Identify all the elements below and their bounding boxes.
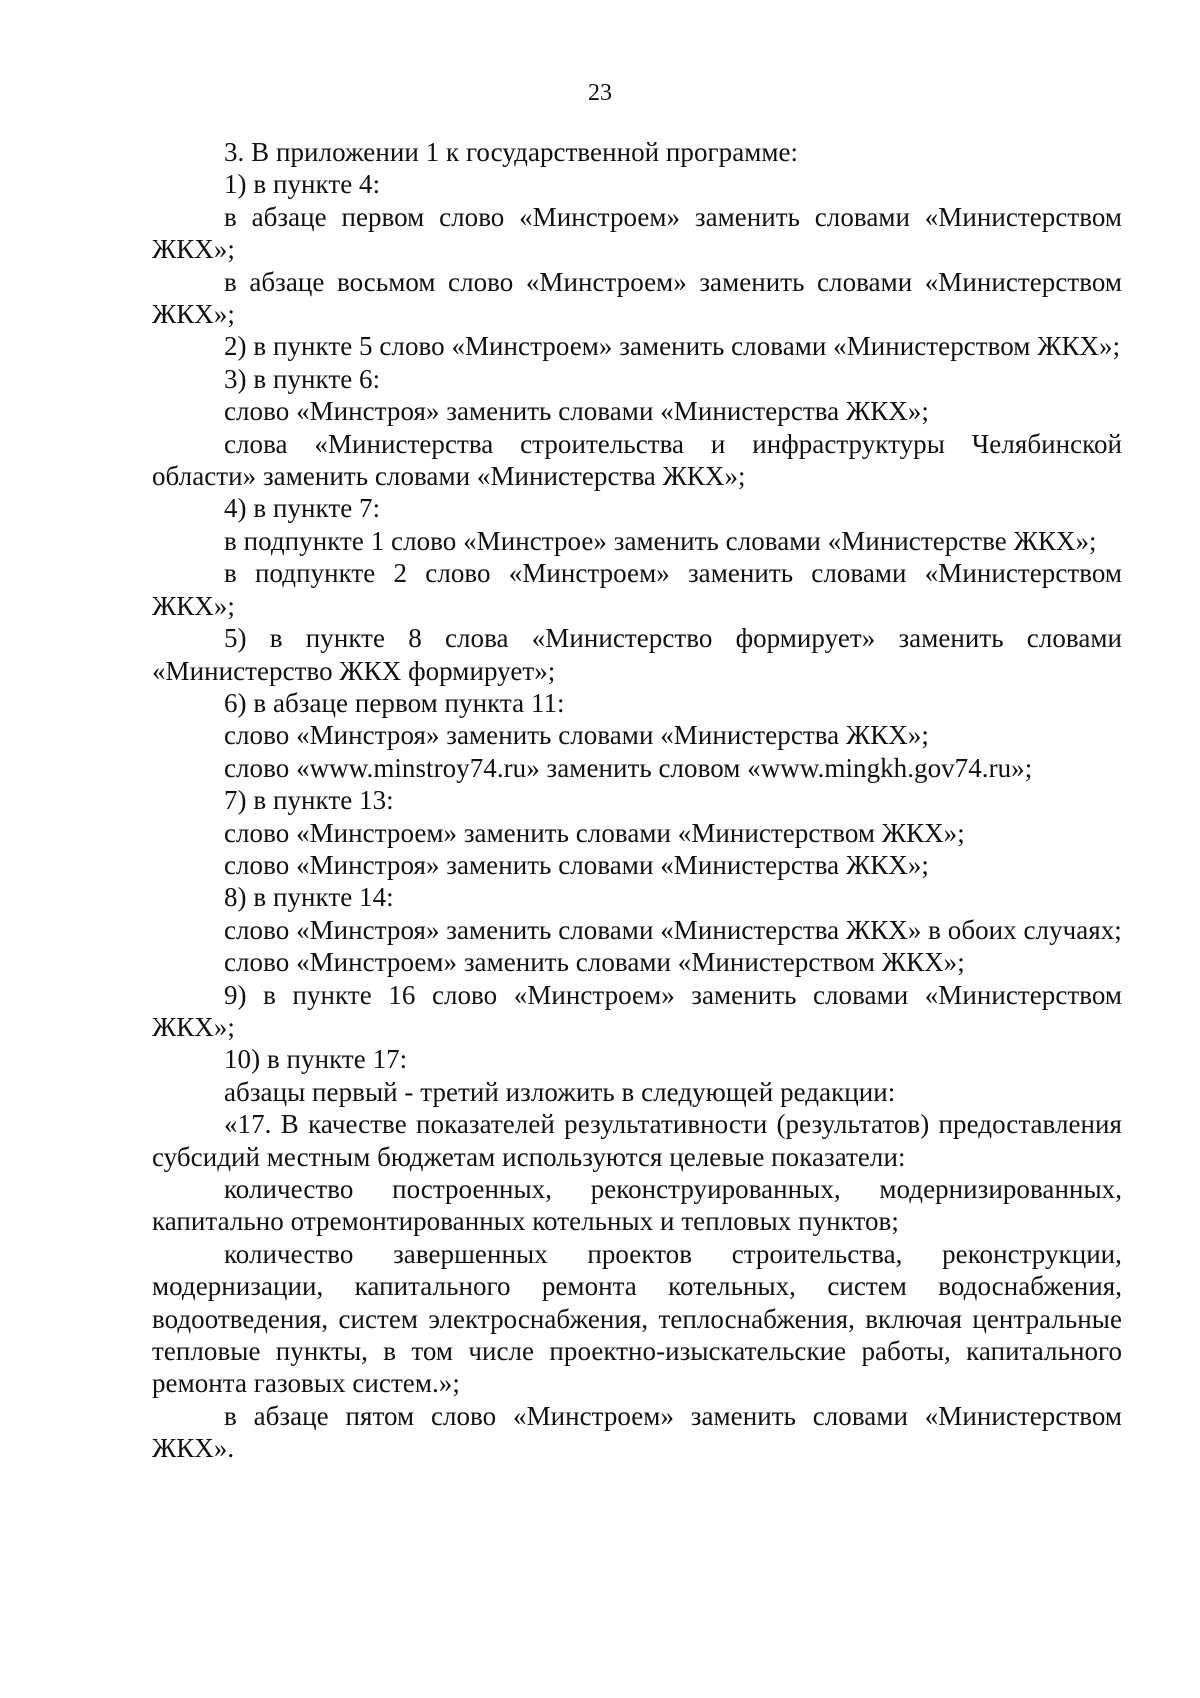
paragraph: слово «Минстроя» заменить словами «Министерства ЖКХ»; — [224, 849, 929, 880]
paragraph: слово «www.minstroy74.ru» заменить словом «www.mingkh.gov74.ru»; — [224, 752, 1033, 783]
paragraph: абзацы первый - третий изложить в следующей редакции: — [224, 1076, 896, 1107]
paragraph: 4) в пункте 7: — [224, 493, 381, 524]
paragraph: 8) в пункте 14: — [224, 882, 394, 913]
paragraph: 1) в пункте 4: — [224, 169, 381, 200]
paragraph: в абзаце пятом слово «Минстроем» заменить словами «Министерством ЖКХ». — [152, 1400, 1122, 1464]
paragraph: 10) в пункте 17: — [224, 1044, 408, 1075]
paragraph: 3. В приложении 1 к государственной программе: — [224, 137, 799, 167]
paragraph: количество завершенных проектов строительства, реконструкции, модернизации, капитального ремонта котельных, систем водоснабжения, водоотведения, систем электроснабжения, теплоснабжения, включая центральные тепловые пункты, в том числе проектно-изыскательские работы, капитального ремонта газовых систем.»; — [152, 1238, 1122, 1399]
paragraph: слово «Минстроя» заменить словами «Министерства ЖКХ» в обоих случаях; — [224, 914, 1122, 945]
paragraph: слово «Минстроем» заменить словами «Министерством ЖКХ»; — [224, 947, 965, 978]
paragraph: в подпункте 2 слово «Минстроем» заменить словами «Министерством ЖКХ»; — [152, 558, 1122, 621]
paragraph: «17. В качестве показателей результативности (результатов) предоставления субсидий местным бюджетам используются целевые показатели: — [152, 1109, 1122, 1172]
paragraph: слово «Минстроя» заменить словами «Министерства ЖКХ»; — [224, 396, 929, 427]
paragraph: 9) в пункте 16 слово «Минстроем» заменить словами «Министерством ЖКХ»; — [152, 979, 1122, 1042]
paragraph: слово «Минстроя» заменить словами «Министерства ЖКХ»; — [224, 720, 929, 751]
paragraph: 6) в абзаце первом пункта 11: — [224, 687, 565, 718]
paragraph: в абзаце первом слово «Минстроем» заменить словами «Министерством ЖКХ»; — [152, 201, 1122, 265]
paragraph: 5) в пункте 8 слова «Министерство формирует» заменить словами «Министерство ЖКХ формирует»; — [152, 623, 1122, 686]
page-number: 23 — [588, 80, 612, 106]
paragraph: 2) в пункте 5 слово «Минстроем» заменить словами «Министерством ЖКХ»; — [224, 331, 1121, 362]
paragraph: 3) в пункте 6: — [224, 363, 381, 394]
document-body — [152, 136, 1122, 1465]
paragraph: 7) в пункте 13: — [224, 785, 394, 816]
paragraph: количество построенных, реконструированных, модернизированных, капитально отремонтированных котельных и тепловых пунктов; — [152, 1174, 1122, 1237]
paragraph: слово «Минстроем» заменить словами «Министерством ЖКХ»; — [224, 817, 965, 848]
paragraph: слова «Министерства строительства и инфраструктуры Челябинской области» заменить словами «Министерства ЖКХ»; — [152, 428, 1122, 492]
paragraph: в подпункте 1 слово «Минстрое» заменить словами «Министерстве ЖКХ»; — [224, 525, 1097, 556]
paragraph: в абзаце восьмом слово «Минстроем» заменить словами «Министерством ЖКХ»; — [152, 266, 1122, 330]
